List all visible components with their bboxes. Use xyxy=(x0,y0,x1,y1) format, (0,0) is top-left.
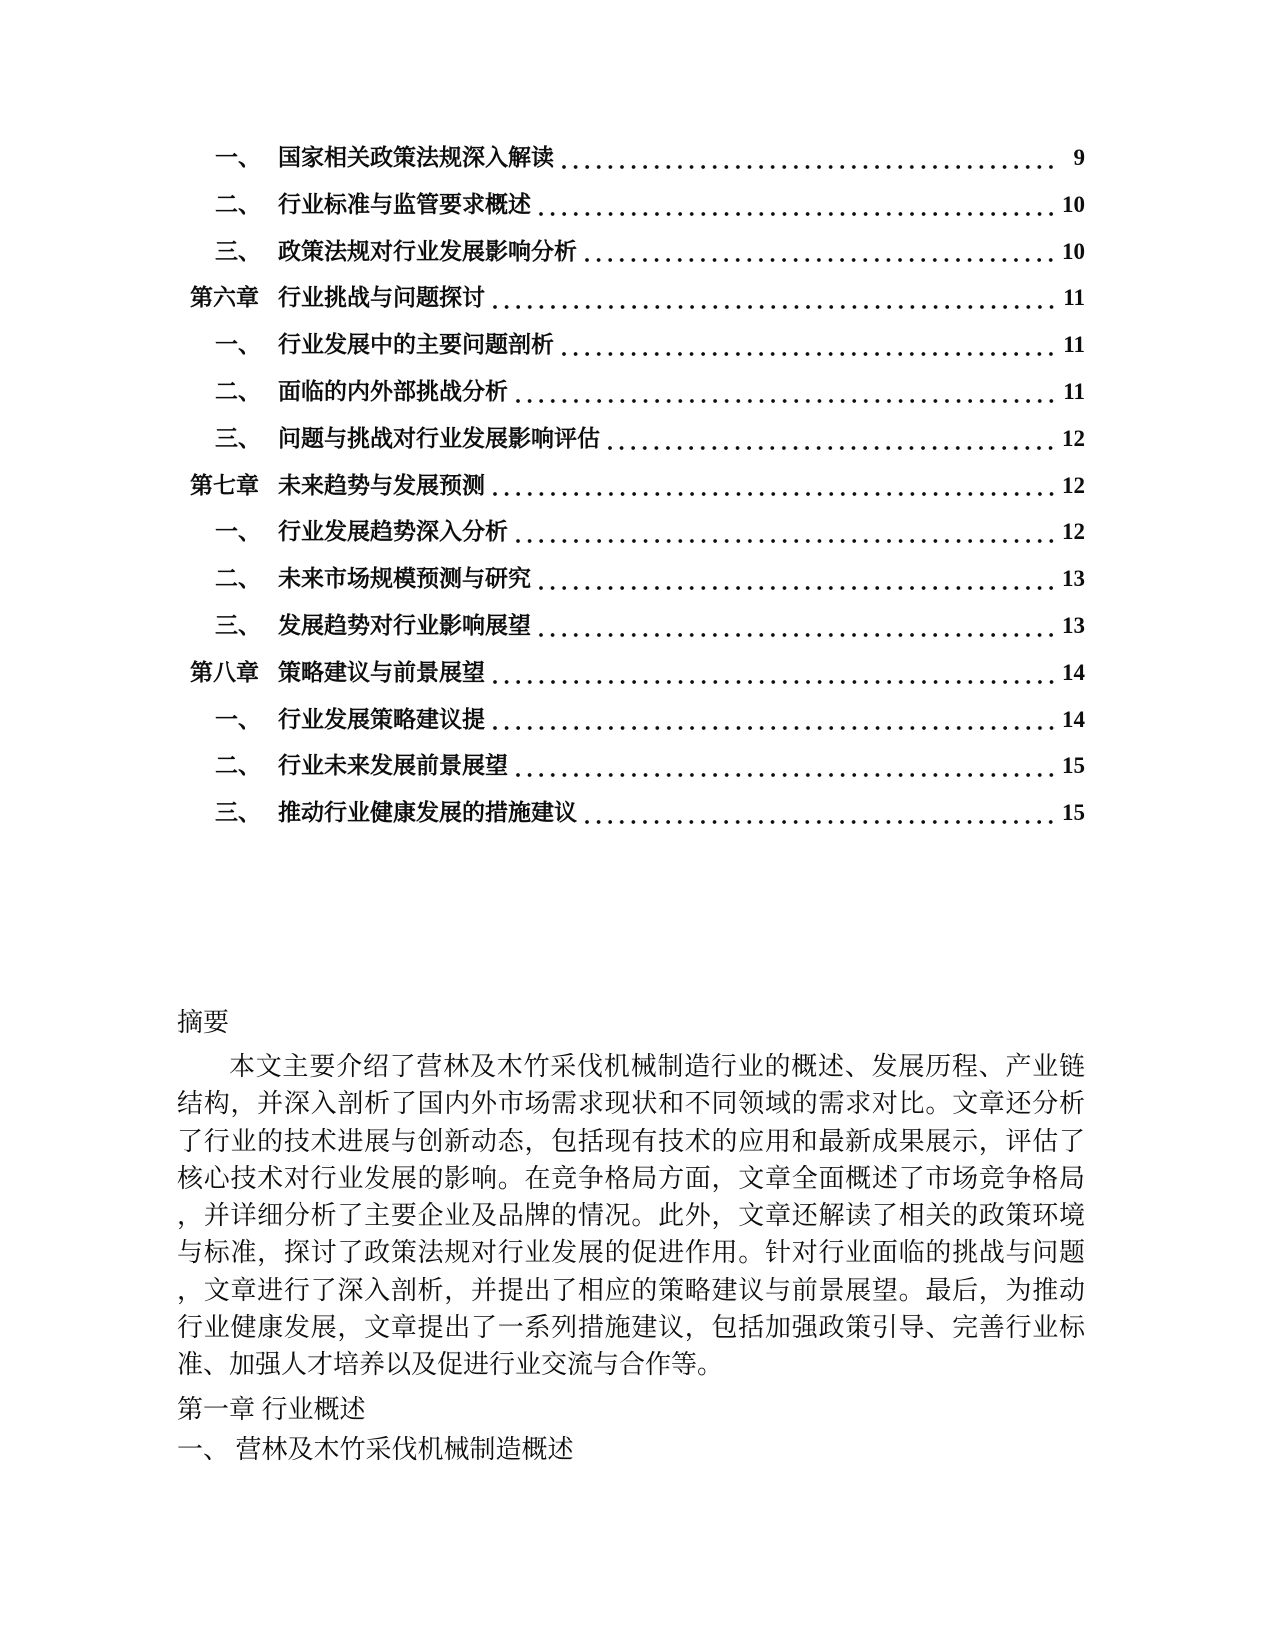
toc-entry-title: 未来市场规模预测与研究 xyxy=(278,566,531,592)
toc-entry xyxy=(190,322,1085,369)
toc-entry-number: 一、 xyxy=(215,145,261,170)
abstract-paragraph: 本文主要介绍了营林及木竹采伐机械制造行业的概述、发展历程、产业链结构，并深入剖析了国内外市场需求现状和不同领域的需求对比。文章还分析了行业的技术进展与创新动态，包括现有技术的应用和最新成果展示，评估了核心技术对行业发展的影响。在竞争格局方面，文章全面概述了市场竞争格局，并详细分析了主要企业及品牌的情况。此外，文章还解读了相关的政策环境与标准，探讨了政策法规对行业发展的促进作用。针对行业面临的挑战与问题，文章进行了深入剖析，并提出了相应的策略建议与前景展望。最后，为推动行业健康发展，文章提出了一系列措施建议，包括加强政策引导、完善行业标准、加强人才培养以及促进行业交流与合作等。 xyxy=(177,1052,1085,1380)
toc-dot-leader xyxy=(492,678,1057,686)
toc-page-number: 14 xyxy=(1062,659,1085,685)
toc-entry-title: 行业未来发展前景展望 xyxy=(278,753,508,779)
toc-dot-leader xyxy=(492,724,1057,732)
toc-page-number: 10 xyxy=(1062,191,1085,217)
toc-entry-number: 二、 xyxy=(215,378,261,404)
toc-chapter-number: 第七章 xyxy=(190,472,259,498)
abstract-section xyxy=(177,1002,1085,1470)
table-of-contents xyxy=(190,135,1085,837)
toc-page-number: 15 xyxy=(1062,800,1085,826)
toc-entry xyxy=(190,556,1085,603)
toc-dot-leader xyxy=(538,584,1057,592)
toc-page-number: 9 xyxy=(1073,145,1085,170)
toc-dot-leader xyxy=(492,490,1057,498)
toc-entry-title: 未来趋势与发展预测 xyxy=(278,472,485,498)
toc-entry-title: 行业标准与监管要求概述 xyxy=(278,191,531,217)
abstract-heading: 摘要 xyxy=(177,1008,230,1037)
toc-entry-number: 一、 xyxy=(215,519,261,545)
chapter-1-heading: 第一章 行业概述 xyxy=(177,1394,366,1424)
toc-dot-leader xyxy=(515,771,1057,779)
toc-page-number: 10 xyxy=(1062,238,1085,264)
toc-entry-chapter xyxy=(190,275,1085,322)
toc-entry-number: 三、 xyxy=(215,425,261,451)
toc-entry-number: 二、 xyxy=(215,191,261,217)
toc-entry-number: 一、 xyxy=(215,332,261,358)
toc-entry-title: 推动行业健康发展的措施建议 xyxy=(278,800,577,826)
toc-dot-leader xyxy=(584,818,1057,826)
toc-entry xyxy=(190,509,1085,556)
toc-entry-number: 三、 xyxy=(215,612,261,638)
toc-dot-leader xyxy=(584,256,1057,264)
toc-page-number: 14 xyxy=(1062,706,1085,732)
toc-entry xyxy=(190,182,1085,229)
toc-page-number: 11 xyxy=(1063,285,1085,311)
toc-dot-leader xyxy=(561,350,1057,358)
toc-entry xyxy=(190,135,1085,182)
toc-page-number: 15 xyxy=(1062,753,1085,779)
toc-dot-leader xyxy=(492,303,1057,311)
toc-entry-chapter xyxy=(190,463,1085,510)
toc-page-number: 12 xyxy=(1062,472,1085,498)
toc-dot-leader xyxy=(515,537,1057,545)
toc-chapter-number: 第八章 xyxy=(190,659,259,685)
toc-dot-leader xyxy=(561,163,1057,171)
toc-dot-leader xyxy=(607,444,1057,452)
toc-dot-leader xyxy=(515,397,1057,405)
toc-entry xyxy=(190,229,1085,276)
toc-page-number: 13 xyxy=(1062,612,1085,638)
toc-page-number: 12 xyxy=(1062,425,1085,451)
toc-entry-title: 面临的内外部挑战分析 xyxy=(278,378,508,404)
toc-entry-number: 二、 xyxy=(215,753,261,779)
toc-entry-number: 一、 xyxy=(215,706,261,732)
toc-entry xyxy=(190,790,1085,837)
toc-entry-title: 行业挑战与问题探讨 xyxy=(278,285,485,311)
toc-entry xyxy=(190,369,1085,416)
toc-entry xyxy=(190,697,1085,744)
toc-entry-title: 行业发展策略建议提 xyxy=(278,706,485,732)
toc-entry-number: 三、 xyxy=(215,800,261,826)
toc-entry xyxy=(190,743,1085,790)
toc-page-number: 13 xyxy=(1062,566,1085,592)
toc-dot-leader xyxy=(538,631,1057,639)
toc-page-number: 12 xyxy=(1062,519,1085,545)
section-1-heading: 一、 营林及木竹采伐机械制造概述 xyxy=(177,1434,574,1464)
toc-page-number: 11 xyxy=(1063,332,1085,358)
toc-entry-title: 发展趋势对行业影响展望 xyxy=(278,612,531,638)
toc-entry-title: 国家相关政策法规深入解读 xyxy=(278,145,554,170)
toc-dot-leader xyxy=(538,210,1057,218)
toc-entry-title: 行业发展趋势深入分析 xyxy=(278,519,508,545)
toc-entry-number: 三、 xyxy=(215,238,261,264)
toc-entry-title: 行业发展中的主要问题剖析 xyxy=(278,332,554,358)
toc-entry-title: 策略建议与前景展望 xyxy=(278,659,485,685)
toc-entry xyxy=(190,603,1085,650)
toc-entry-title: 问题与挑战对行业发展影响评估 xyxy=(278,425,600,451)
toc-chapter-number: 第六章 xyxy=(190,285,259,311)
toc-page-number: 11 xyxy=(1063,378,1085,404)
toc-entry-chapter xyxy=(190,650,1085,697)
toc-entry-number: 二、 xyxy=(215,566,261,592)
toc-entry xyxy=(190,416,1085,463)
toc-entry-title: 政策法规对行业发展影响分析 xyxy=(278,238,577,264)
